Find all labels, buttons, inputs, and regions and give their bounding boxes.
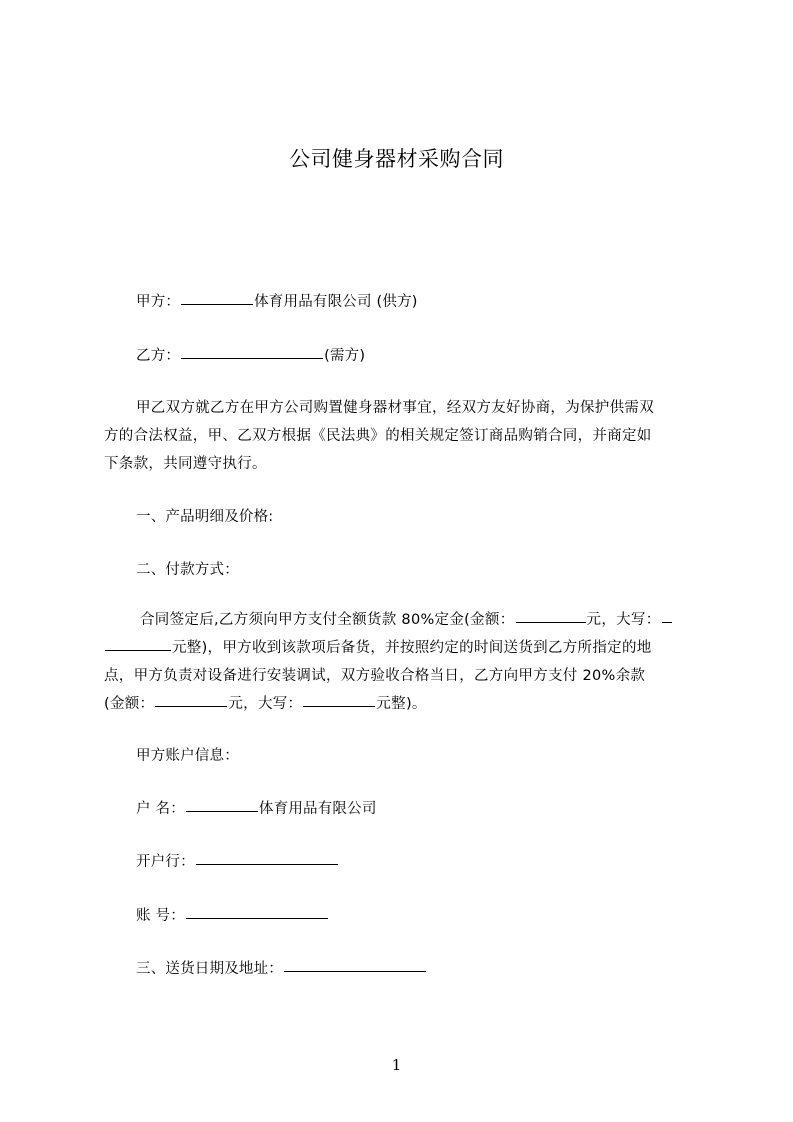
- account-number-label: 账 号：: [136, 908, 185, 924]
- party-a-label: 甲方：: [136, 294, 181, 310]
- intro-line-3: 下条款，共同遵守执行。: [104, 456, 267, 472]
- page-number: 1: [391, 1056, 402, 1074]
- deposit-capital-blank-start: [662, 621, 672, 623]
- bank-blank: [196, 863, 338, 865]
- bank-line: [136, 850, 339, 871]
- payment-line-1: [104, 606, 704, 634]
- intro-paragraph: [104, 394, 704, 478]
- payment-line-4: [104, 690, 704, 718]
- balance-capital-blank: [303, 705, 375, 707]
- account-info-heading: 甲方账户信息：: [136, 748, 239, 764]
- intro-line-2: 方的合法权益，甲、乙双方根据《民法典》的相关规定签订商品购销合同，并商定如: [104, 428, 652, 444]
- account-name-value: 体育用品有限公司: [258, 801, 377, 817]
- account-number-blank: [186, 917, 328, 919]
- party-b-label: 乙方：: [136, 348, 181, 364]
- balance-end-text: 元整)。: [376, 696, 427, 712]
- document-title: 公司健身器材采购合同: [289, 147, 504, 171]
- deposit-amount-blank: [516, 621, 586, 623]
- payment-deposit-text: 合同签定后,乙方须向甲方支付全额货款 80%定金(金额：: [140, 612, 515, 628]
- section-3-line: [136, 957, 427, 978]
- party-a-line: [136, 290, 418, 311]
- account-name-blank: [186, 810, 258, 812]
- party-b-blank: [181, 357, 323, 359]
- account-number-line: [136, 904, 329, 925]
- party-b-suffix: (需方): [324, 348, 366, 364]
- payment-paragraph: [104, 606, 704, 718]
- payment-line-3: 点，甲方负责对设备进行安装调试，双方验收合格当日，乙方向甲方支付 20%余款: [104, 668, 646, 684]
- account-name-line: [136, 797, 377, 818]
- bank-label: 开户行：: [136, 854, 195, 870]
- payment-line-2: [104, 634, 704, 662]
- section-1-heading: 一、产品明细及价格:: [136, 509, 274, 525]
- section-2-heading: 二、付款方式：: [136, 562, 239, 578]
- section-3-heading: 三、送货日期及地址：: [136, 961, 283, 977]
- balance-amount-blank: [155, 705, 227, 707]
- balance-capital-label: 元，大写：: [228, 696, 303, 712]
- payment-capital-label: 元，大写：: [586, 612, 661, 628]
- account-name-label: 户 名：: [136, 801, 185, 817]
- party-a-blank: [181, 303, 253, 305]
- deposit-capital-blank-end: [105, 649, 171, 651]
- payment-line-2-text: 元整)，甲方收到该款项后备货，并按照约定的时间送货到乙方所指定的地: [172, 640, 652, 656]
- party-b-line: [136, 344, 365, 365]
- delivery-blank: [284, 970, 426, 972]
- balance-amount-label: (金额：: [104, 696, 155, 712]
- intro-line-1: 甲乙双方就乙方在甲方公司购置健身器材事宜，经双方友好协商，为保护供需双: [136, 400, 654, 416]
- party-a-name: 体育用品有限公司 (供方): [254, 294, 418, 310]
